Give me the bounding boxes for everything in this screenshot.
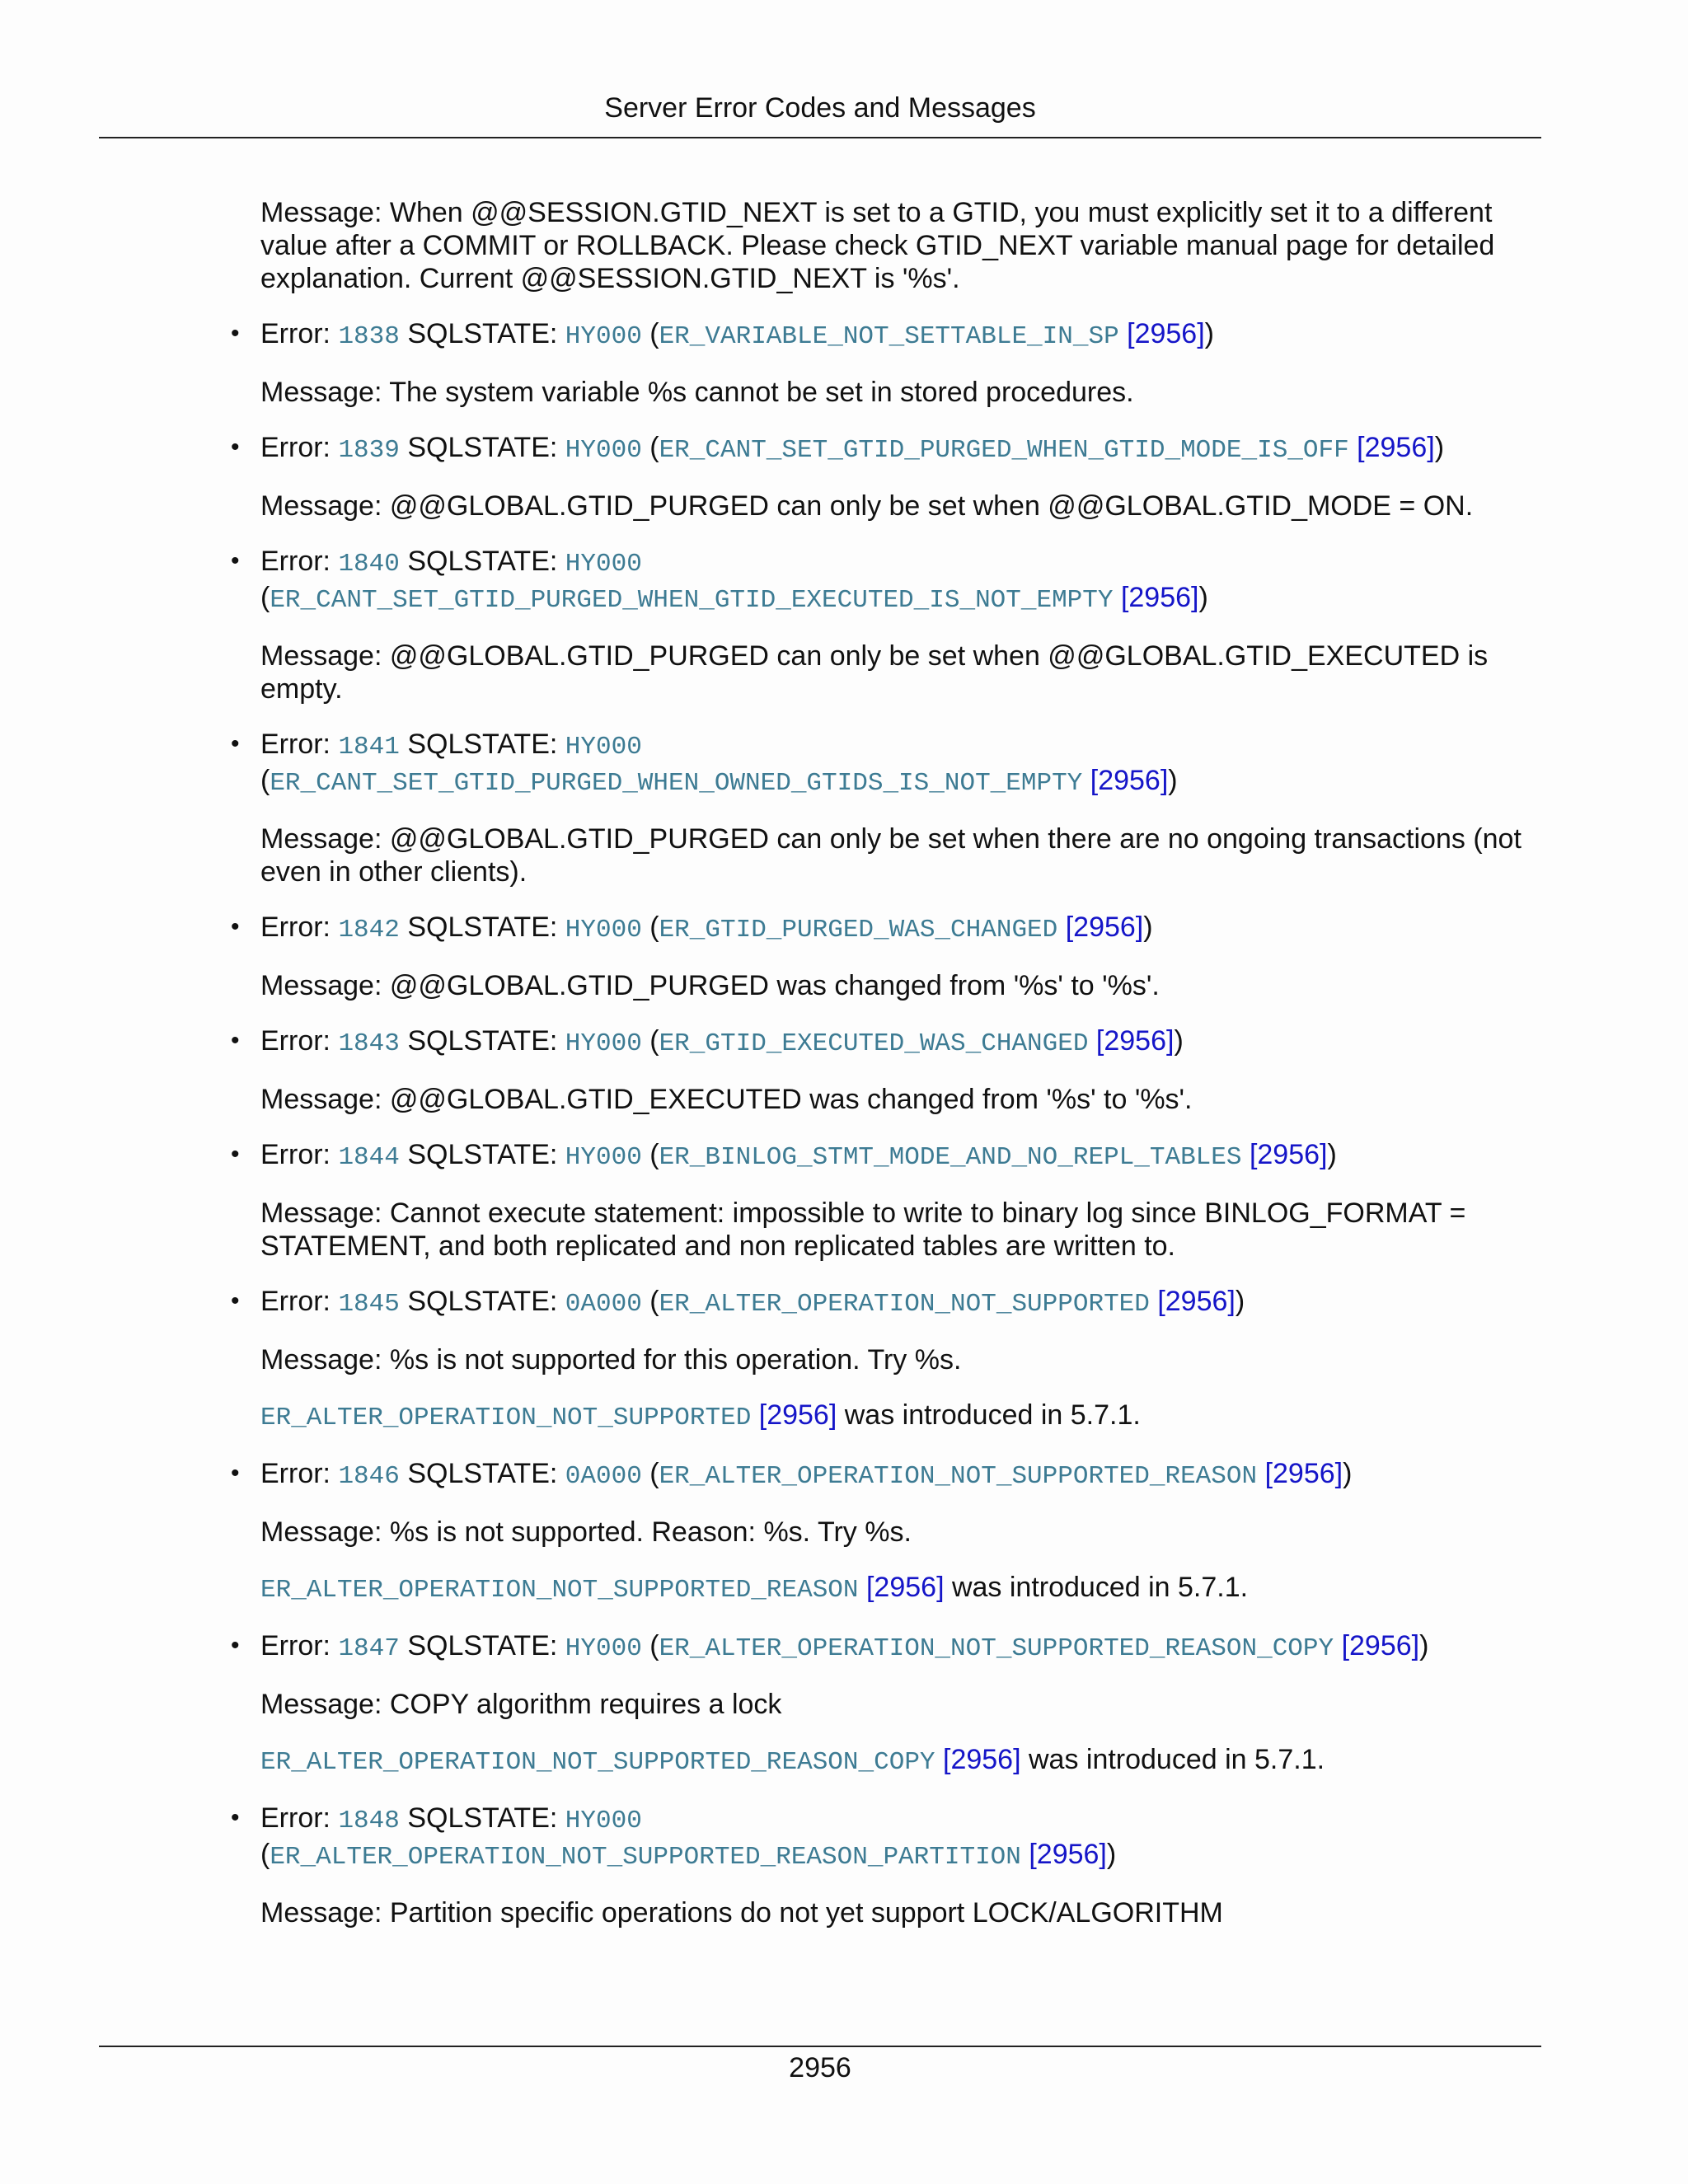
error-entry [231, 431, 1546, 467]
message-label: Message: [260, 1197, 390, 1229]
bullet-icon: • [231, 1460, 240, 1487]
error-code: 1841 [338, 733, 400, 762]
error-message [260, 490, 1546, 523]
bullet-icon: • [231, 1804, 240, 1831]
sqlstate-label: SQLSTATE: [399, 1139, 565, 1170]
error-entry [231, 1629, 1546, 1666]
close-paren: ) [1174, 1025, 1184, 1057]
error-entry [231, 1285, 1546, 1321]
message-label: Message: [260, 970, 390, 1001]
open-paren: ( [260, 1839, 270, 1870]
close-paren: ) [1198, 582, 1208, 613]
error-message [260, 1343, 1546, 1376]
sqlstate-value: HY000 [565, 1143, 642, 1172]
sqlstate-value: HY000 [565, 916, 642, 944]
page-ref-link[interactable]: [2956] [1029, 1839, 1107, 1870]
sqlstate-label: SQLSTATE: [399, 912, 565, 943]
error-message [260, 1516, 1546, 1549]
message-label: Message: [260, 1084, 390, 1115]
sqlstate-label: SQLSTATE: [399, 1286, 565, 1317]
error-code: 1846 [338, 1462, 400, 1491]
message-text: COPY algorithm requires a lock [389, 1689, 782, 1720]
error-message [260, 1688, 1546, 1721]
page-header-title: Server Error Codes and Messages [604, 92, 1036, 124]
sqlstate-label: SQLSTATE: [399, 1630, 565, 1661]
message-text: %s is not supported. Reason: %s. Try %s. [389, 1516, 912, 1548]
message-label: Message: [260, 1516, 390, 1548]
sqlstate-value: HY000 [565, 550, 642, 579]
message-label: Message: [260, 1897, 390, 1929]
page-ref-link[interactable]: [2956] [1095, 1025, 1175, 1057]
open-paren: ( [641, 1458, 659, 1489]
bullet-icon: • [231, 1027, 240, 1054]
error-symbol-link[interactable]: ER_GTID_PURGED_WAS_CHANGED [659, 916, 1058, 944]
sqlstate-label: SQLSTATE: [399, 1458, 565, 1489]
page-ref-link[interactable]: [2956] [1157, 1286, 1236, 1317]
header-rule [99, 137, 1541, 138]
message-label: Message: [260, 377, 390, 408]
open-paren: ( [260, 765, 270, 796]
error-code: 1845 [338, 1290, 400, 1319]
error-symbol-link[interactable]: ER_ALTER_OPERATION_NOT_SUPPORTED [659, 1290, 1150, 1319]
error-symbol-link[interactable]: ER_ALTER_OPERATION_NOT_SUPPORTED_REASON_PARTITION [270, 1843, 1021, 1872]
message-label: Message: [260, 490, 390, 522]
note-symbol-link[interactable]: ER_ALTER_OPERATION_NOT_SUPPORTED_REASON [260, 1576, 859, 1605]
page-ref-link[interactable]: [2956] [1341, 1630, 1420, 1661]
open-paren: ( [260, 582, 270, 613]
error-entry [231, 545, 1546, 617]
sqlstate-value: HY000 [565, 436, 642, 465]
sqlstate-value: HY000 [565, 733, 642, 762]
close-paren: ) [1419, 1630, 1429, 1661]
page-ref-link[interactable]: [2956] [1065, 912, 1144, 943]
error-message [260, 640, 1546, 705]
error-code: 1839 [338, 436, 400, 465]
bullet-icon: • [231, 547, 240, 574]
sqlstate-value: HY000 [565, 1807, 642, 1835]
sqlstate-label: SQLSTATE: [399, 546, 565, 577]
error-code: 1848 [338, 1807, 400, 1835]
error-label: Error: [260, 1025, 339, 1057]
error-symbol-link[interactable]: ER_BINLOG_STMT_MODE_AND_NO_REPL_TABLES [659, 1143, 1242, 1172]
error-entry [231, 1138, 1546, 1174]
intro-message: Message: When @@SESSION.GTID_NEXT is set to a GTID, you must explicitly set it to a different value after a COMMIT or ROLLBACK. Please check GTID_NEXT variable manual page for detailed explanation. Current @@SESSION.GTID_NEXT is '%s'. [260, 197, 1495, 294]
error-entry [231, 317, 1546, 354]
bullet-icon: • [231, 434, 240, 461]
message-label: Message: [260, 640, 390, 672]
bullet-icon: • [231, 730, 240, 757]
close-paren: ) [1434, 432, 1445, 463]
error-code: 1843 [338, 1029, 400, 1058]
message-label: Message: [260, 823, 390, 855]
close-paren: ) [1106, 1839, 1117, 1870]
sqlstate-value: HY000 [565, 1634, 642, 1663]
error-label: Error: [260, 1286, 339, 1317]
error-message [260, 1197, 1546, 1263]
error-label: Error: [260, 318, 339, 349]
page-ref-link[interactable]: [2956] [1127, 318, 1205, 349]
sqlstate-value: HY000 [565, 322, 642, 351]
error-entry [231, 1024, 1546, 1061]
note-page-ref-link[interactable]: [2956] [758, 1399, 837, 1431]
error-code: 1844 [338, 1143, 400, 1172]
error-symbol-link[interactable]: ER_ALTER_OPERATION_NOT_SUPPORTED_REASON [659, 1462, 1258, 1491]
error-message [260, 1083, 1546, 1116]
page-ref-link[interactable]: [2956] [1090, 765, 1169, 796]
close-paren: ) [1204, 318, 1214, 349]
version-note [260, 1399, 1546, 1435]
page-ref-link[interactable]: [2956] [1120, 582, 1199, 613]
note-introduced-text: was introduced in 5.7.1. [837, 1399, 1141, 1431]
open-paren: ( [641, 1139, 659, 1170]
open-paren: ( [641, 318, 659, 349]
page-ref-link[interactable]: [2956] [1249, 1139, 1328, 1170]
error-label: Error: [260, 1458, 339, 1489]
message-text: @@GLOBAL.GTID_PURGED can only be set when @@GLOBAL.GTID_MODE = ON. [389, 490, 1474, 522]
message-text: @@GLOBAL.GTID_PURGED was changed from '%s' to '%s'. [389, 970, 1160, 1001]
close-paren: ) [1327, 1139, 1337, 1170]
sqlstate-value: 0A000 [565, 1290, 642, 1319]
sqlstate-label: SQLSTATE: [399, 1802, 565, 1834]
sqlstate-label: SQLSTATE: [399, 729, 565, 760]
message-text: Partition specific operations do not yet support LOCK/ALGORITHM [389, 1897, 1223, 1929]
error-symbol-link[interactable]: ER_CANT_SET_GTID_PURGED_WHEN_GTID_EXECUTED_IS_NOT_EMPTY [270, 586, 1114, 615]
open-paren: ( [641, 432, 659, 463]
footer-rule [99, 2046, 1541, 2047]
error-label: Error: [260, 1630, 339, 1661]
message-label: Message: [260, 1689, 390, 1720]
bullet-icon: • [231, 320, 240, 347]
page-ref-link[interactable]: [2956] [1357, 432, 1435, 463]
note-page-ref-link[interactable]: [2956] [865, 1572, 945, 1603]
error-code: 1838 [338, 322, 400, 351]
message-text: %s is not supported for this operation. Try %s. [389, 1344, 962, 1376]
error-message [260, 969, 1546, 1002]
note-introduced-text: was introduced in 5.7.1. [944, 1572, 1249, 1603]
error-entry [231, 911, 1546, 947]
error-symbol-link[interactable]: ER_GTID_EXECUTED_WAS_CHANGED [659, 1029, 1089, 1058]
message-text: @@GLOBAL.GTID_EXECUTED was changed from '%s' to '%s'. [389, 1084, 1193, 1115]
note-symbol-link[interactable]: ER_ALTER_OPERATION_NOT_SUPPORTED_REASON_COPY [260, 1748, 935, 1777]
error-label: Error: [260, 546, 339, 577]
error-message [260, 1896, 1546, 1929]
message-text: Cannot execute statement: impossible to write to binary log since BINLOG_FORMAT = STATEMENT, and both replicated and non replicated tables are written to. [260, 1197, 1466, 1262]
error-label: Error: [260, 1802, 339, 1834]
page-ref-link[interactable]: [2956] [1264, 1458, 1343, 1489]
version-note [260, 1743, 1546, 1779]
message-text: @@GLOBAL.GTID_PURGED can only be set when @@GLOBAL.GTID_EXECUTED is empty. [260, 640, 1489, 705]
note-page-ref-link[interactable]: [2956] [943, 1744, 1021, 1775]
bullet-icon: • [231, 1141, 240, 1168]
error-message [260, 823, 1546, 888]
error-code: 1847 [338, 1634, 400, 1663]
page-number: 2956 [789, 2052, 851, 2083]
version-note [260, 1571, 1546, 1607]
sqlstate-value: 0A000 [565, 1462, 642, 1491]
close-paren: ) [1235, 1286, 1245, 1317]
note-symbol-link[interactable]: ER_ALTER_OPERATION_NOT_SUPPORTED [260, 1404, 752, 1432]
error-message [260, 376, 1546, 409]
bullet-icon: • [231, 1632, 240, 1659]
open-paren: ( [641, 1025, 659, 1057]
sqlstate-label: SQLSTATE: [399, 318, 565, 349]
error-entry [231, 1802, 1546, 1874]
open-paren: ( [641, 1286, 659, 1317]
close-paren: ) [1143, 912, 1153, 943]
error-label: Error: [260, 1139, 339, 1170]
message-label: Message: [260, 1344, 390, 1376]
note-introduced-text: was introduced in 5.7.1. [1020, 1744, 1325, 1775]
open-paren: ( [641, 1630, 659, 1661]
message-text: @@GLOBAL.GTID_PURGED can only be set when there are no ongoing transactions (not even in other clients). [260, 823, 1522, 888]
error-entry [231, 728, 1546, 800]
error-symbol-link[interactable]: ER_CANT_SET_GTID_PURGED_WHEN_GTID_MODE_IS_OFF [659, 436, 1349, 465]
error-symbol-link[interactable]: ER_CANT_SET_GTID_PURGED_WHEN_OWNED_GTIDS_IS_NOT_EMPTY [270, 769, 1083, 798]
open-paren: ( [641, 912, 659, 943]
message-text: The system variable %s cannot be set in stored procedures. [389, 377, 1134, 408]
bullet-icon: • [231, 913, 240, 940]
error-label: Error: [260, 912, 339, 943]
error-symbol-link[interactable]: ER_ALTER_OPERATION_NOT_SUPPORTED_REASON_COPY [659, 1634, 1334, 1663]
sqlstate-label: SQLSTATE: [399, 432, 565, 463]
error-code: 1840 [338, 550, 400, 579]
close-paren: ) [1343, 1458, 1353, 1489]
error-symbol-link[interactable]: ER_VARIABLE_NOT_SETTABLE_IN_SP [659, 322, 1119, 351]
error-code: 1842 [338, 916, 400, 944]
error-list [231, 196, 1546, 1952]
error-label: Error: [260, 432, 339, 463]
error-label: Error: [260, 729, 339, 760]
sqlstate-label: SQLSTATE: [399, 1025, 565, 1057]
error-entry [231, 1457, 1546, 1493]
bullet-icon: • [231, 1287, 240, 1315]
sqlstate-value: HY000 [565, 1029, 642, 1058]
close-paren: ) [1168, 765, 1178, 796]
